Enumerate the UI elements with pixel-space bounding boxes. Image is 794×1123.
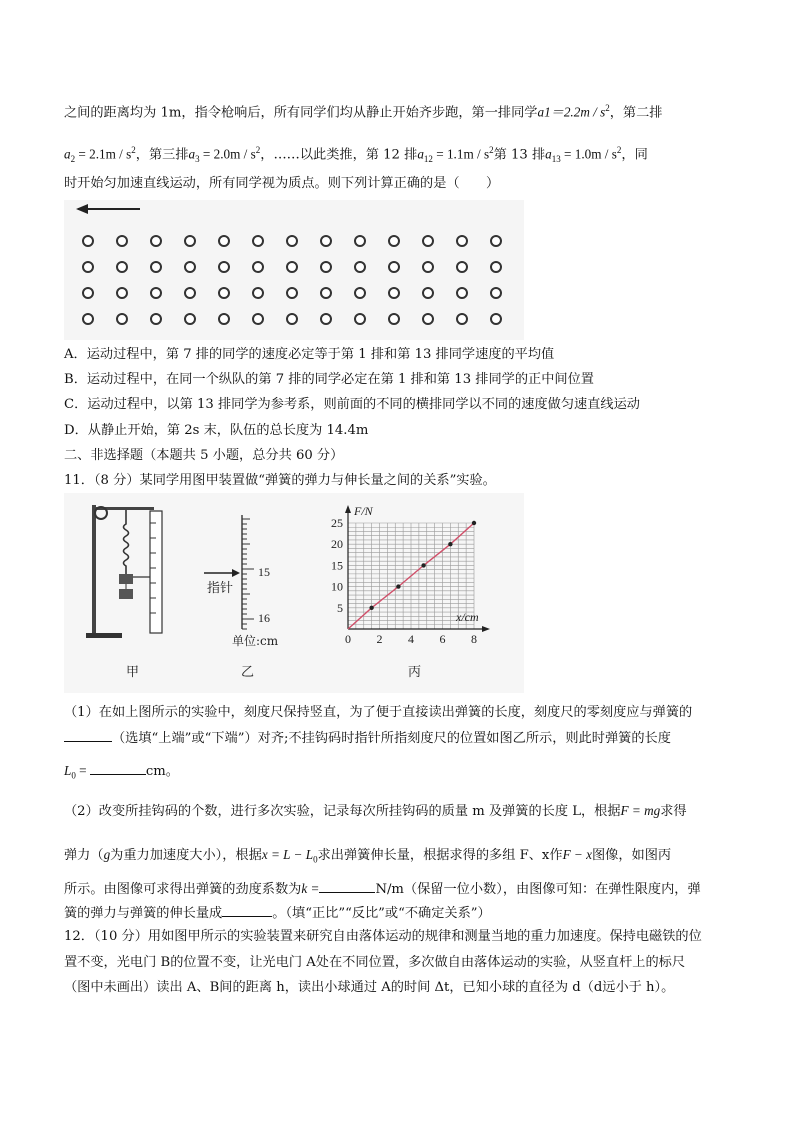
student-marker	[490, 235, 502, 247]
y-axis-arrow	[345, 505, 351, 513]
q11-text: 所示。由图像可求得出弹簧的劲度系数为	[64, 882, 302, 897]
q11-part2-line1	[64, 802, 687, 821]
data-point	[369, 606, 373, 610]
data-point	[448, 542, 452, 546]
student-marker	[456, 261, 468, 273]
intro-line-1: 之间的距离均为 1m，指令枪响后，所有同学们均从静止开始齐步跑，第一排同学$a1=2.2m / s^2$，第二排	[64, 103, 663, 121]
q11-text: （2）改变所挂钩码的个数，进行多次实验，记录每次所挂钩码的质量 m 及弹簧的长度 L，根据	[64, 804, 621, 819]
formula-x: x = L − L	[261, 847, 314, 862]
student-marker	[456, 235, 468, 247]
force-extension-chart	[326, 499, 516, 669]
intro-text: ，第三排	[135, 147, 189, 163]
y-axis-label: F/N	[354, 504, 373, 518]
q11-part2-line4	[64, 904, 491, 923]
q11-text: N/m（保留一位小数），由图像可知：在弹性限度内，弹	[375, 882, 701, 897]
student-marker	[82, 261, 94, 273]
formula-a1: a1＝2.2m / s	[537, 104, 606, 120]
q11-part1-line3: $L_0$ = cm。	[64, 763, 179, 781]
option-a: A．运动过程中，第 7 排的同学的速度必定等于第 1 排和第 13 排同学速度的平均值	[64, 347, 555, 362]
student-marker	[354, 235, 366, 247]
student-marker	[252, 287, 264, 299]
symbol-g: g	[103, 847, 111, 862]
q11-text: （选填“上端”或“下端”）对齐;不挂钩码时指针所指刻度尺的位置如图乙所示，则此时弹簧的长度	[112, 731, 671, 746]
student-marker	[150, 261, 162, 273]
student-marker	[218, 235, 230, 247]
y-tick-label: 25	[331, 516, 343, 530]
option-b: B．运动过程中，在同一个纵队的第 7 排的同学必定在第 1 排和第 13 排同学的正中间位置	[64, 372, 594, 387]
student-marker	[116, 313, 128, 325]
student-marker	[286, 313, 298, 325]
ruler-unit: 单位:cm	[232, 634, 279, 648]
section-heading: 二、非选择题（本题共 5 小题，总分共 60 分）	[64, 448, 344, 463]
student-marker	[320, 261, 332, 273]
q11-text: cm。	[145, 764, 179, 779]
data-point	[421, 563, 425, 567]
formula-F-x: F − x	[562, 847, 592, 862]
student-marker	[82, 287, 94, 299]
question-12-line3: （图中未画出）读出 A、B间的距离 h，读出小球通过 A的时间 Δt，已知小球的直径为 d（d远小于 h）。	[64, 980, 675, 995]
y-tick-label: 15	[331, 558, 343, 573]
student-marker	[320, 287, 332, 299]
formation-figure	[64, 200, 524, 340]
student-marker	[320, 313, 332, 325]
student-marker	[252, 235, 264, 247]
student-marker	[150, 313, 162, 325]
student-marker	[82, 235, 94, 247]
x-tick-label: 2	[376, 632, 383, 646]
student-marker	[320, 235, 332, 247]
q11-part2-line2: 弹力（g为重力加速度大小），根据$x = L - L_0$求出弹簧伸长量，根据求得的多组 F、x作F − x图像，如图丙	[64, 847, 672, 865]
q11-text: 弹力（	[64, 848, 104, 863]
x-tick-label: 0	[345, 632, 351, 646]
ruler-tick-15: 15	[258, 565, 270, 579]
answer-blank-end[interactable]	[64, 729, 112, 742]
data-point	[472, 521, 476, 525]
pointer-label: 指针	[207, 581, 234, 596]
student-marker	[422, 235, 434, 247]
student-marker	[184, 287, 196, 299]
student-marker	[184, 235, 196, 247]
formula-a2: 2.1m / s	[89, 146, 132, 162]
answer-blank-relation[interactable]	[222, 904, 272, 917]
answer-blank-length[interactable]	[90, 762, 146, 775]
student-marker	[490, 261, 502, 273]
q11-text: 簧的弹力与弹簧的伸长量成	[64, 906, 223, 921]
question-11-stem: 11．（8 分）某同学用图甲装置做“弹簧的弹力与伸长量之间的关系”实验。	[64, 473, 496, 488]
student-marker	[252, 313, 264, 325]
student-marker	[490, 313, 502, 325]
intro-text: ，同	[621, 147, 648, 163]
q11-text: 图像，如图丙	[591, 848, 672, 863]
answer-blank-k[interactable]	[319, 880, 375, 893]
symbol-k: k =	[301, 881, 320, 896]
student-marker	[422, 313, 434, 325]
intro-text: ，第二排	[609, 105, 663, 121]
spring-experiment-figure	[64, 493, 524, 693]
student-marker	[218, 261, 230, 273]
student-marker	[116, 235, 128, 247]
student-marker	[150, 235, 162, 247]
intro-text: 之间的距离均为 1m，指令枪响后，所有同学们均从静止开始齐步跑，第一排同学	[64, 105, 538, 121]
student-marker	[354, 287, 366, 299]
y-tick-label: 10	[331, 579, 343, 594]
q11-text: 为重力加速度大小），根据	[110, 848, 262, 863]
x-axis-label: x/cm	[456, 610, 479, 624]
student-marker	[354, 313, 366, 325]
caption-jia: 甲	[126, 665, 140, 680]
formula-F-mg: F = mg	[620, 803, 661, 818]
option-c: C．运动过程中，以第 13 排同学为参考系，则前面的不同的横排同学以不同的速度做匀速直线运动	[64, 397, 640, 412]
caption-bing: 丙	[408, 665, 422, 680]
student-marker	[388, 235, 400, 247]
q11-part1-line2	[64, 729, 671, 748]
intro-text: 第 13 排	[493, 147, 546, 163]
formula-a3: 2.0m / s	[213, 146, 256, 162]
student-marker	[218, 313, 230, 325]
student-marker	[286, 261, 298, 273]
student-marker	[388, 261, 400, 273]
question-12-line2: 置不变，光电门 B的位置不变，让光电门 A处在不同位置，多次做自由落体运动的实验，从竖直杆上的标尺	[64, 955, 686, 970]
student-marker	[388, 287, 400, 299]
ruler-tick-16: 16	[258, 611, 270, 625]
y-tick-label: 20	[331, 537, 343, 552]
q11-text: 。（填“正比”“反比”或“不确定关系”）	[272, 906, 491, 921]
intro-line-2: $a_2 = 2.1m / s^2$，第三排$a_3 = 2.0m / s^2$，……以此类推，第 12 排$a_{12} = 1.1m / s^2$第 13 排$a_{13} = 1.0m / s^2$，同	[64, 145, 648, 165]
x-tick-label: 4	[408, 632, 414, 646]
formula-a13: 1.0m / s	[574, 146, 617, 162]
x-tick-label: 6	[439, 632, 446, 646]
student-marker	[116, 261, 128, 273]
option-d: D．从静止开始，第 2s 末，队伍的总长度为 14.4m	[64, 423, 369, 438]
intro-text: ，……以此类推，第 12 排	[260, 147, 418, 163]
student-marker	[456, 313, 468, 325]
apparatus-drawing	[64, 493, 184, 673]
student-marker	[422, 287, 434, 299]
student-marker	[456, 287, 468, 299]
student-marker	[252, 261, 264, 273]
formula-a12: 1.1m / s	[446, 146, 490, 162]
q11-part1-line1: （1）在如上图所示的实验中，刻度尺保持竖直，为了便于直接读出弹簧的长度，刻度尺的零刻度应与弹簧的	[64, 705, 693, 720]
x-tick-label: 8	[471, 632, 477, 646]
caption-yi: 乙	[241, 665, 255, 680]
student-marker	[116, 287, 128, 299]
intro-line-3: 时开始匀加速直线运动，所有同学视为质点。则下列计算正确的是（ ）	[64, 176, 500, 191]
student-marker	[82, 313, 94, 325]
q11-text: 求得	[660, 804, 687, 819]
student-marker	[286, 287, 298, 299]
student-marker	[184, 313, 196, 325]
y-tick-label: 5	[337, 600, 343, 615]
student-marker	[354, 261, 366, 273]
q11-text: 求出弹簧伸长量，根据求得的多组 F、x作	[317, 848, 563, 863]
student-marker	[218, 287, 230, 299]
student-marker	[422, 261, 434, 273]
student-marker	[184, 261, 196, 273]
student-marker	[490, 287, 502, 299]
symbol-L0: L	[64, 763, 72, 778]
q11-part2-line3	[64, 880, 701, 899]
x-axis-arrow	[482, 626, 490, 632]
student-marker	[286, 235, 298, 247]
data-point	[396, 584, 400, 588]
question-12-line1: 12．（10 分）用如图甲所示的实验装置来研究自由落体运动的规律和测量当地的重力加速度。保持电磁铁的位	[64, 929, 702, 944]
student-marker	[388, 313, 400, 325]
student-marker	[150, 287, 162, 299]
